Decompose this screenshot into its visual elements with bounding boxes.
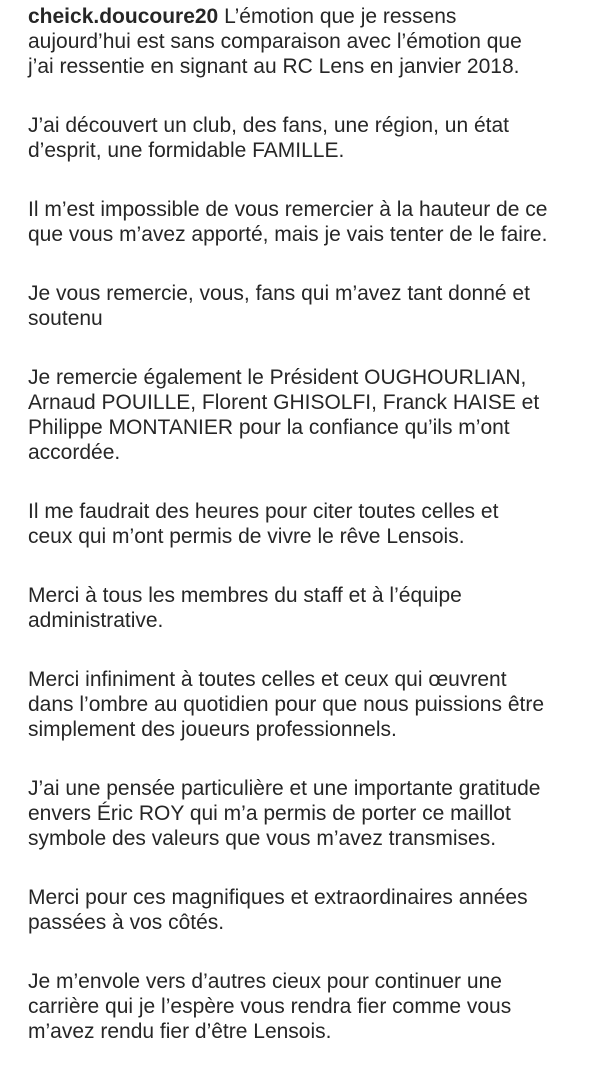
caption-paragraph-3: Il m’est impossible de vous remercier à la hauteur de ce que vous m’avez apporté, mais je vais tenter de le faire. bbox=[28, 198, 548, 246]
username-link[interactable]: cheick.doucoure20 bbox=[28, 5, 219, 28]
caption-paragraph-6: Il me faudrait des heures pour citer toutes celles et ceux qui m’ont permis de vivre le rêve Lensois. bbox=[28, 500, 499, 548]
caption-text-1: L’émotion que je ressens aujourd’hui est sans comparaison avec l’émotion que j’ai ressentie en signant au RC Lens en janvier 2018. bbox=[28, 5, 522, 78]
caption-paragraph-7: Merci à tous les membres du staff et à l’équipe administrative. bbox=[28, 584, 462, 632]
caption-paragraph-4: Je vous remercie, vous, fans qui m’avez tant donné et soutenu bbox=[28, 282, 530, 330]
caption-paragraph-11: Je m’envole vers d’autres cieux pour continuer une carrière qui je l’espère vous rendra fier comme vous m’avez rendu fier d’être Lensois. bbox=[28, 970, 512, 1043]
caption-paragraph-2: J’ai découvert un club, des fans, une région, un état d’esprit, une formidable FAMILLE. bbox=[28, 114, 509, 162]
caption-paragraph-5: Je remercie également le Président OUGHOURLIAN, Arnaud POUILLE, Florent GHISOLFI, Franck HAISE et Philippe MONTANIER pour la confiance qu’ils m’ont accordée. bbox=[28, 366, 540, 464]
post-caption bbox=[28, 4, 600, 1078]
caption-paragraph-10: Merci pour ces magnifiques et extraordinaires années passées à vos côtés. bbox=[28, 886, 528, 934]
caption-paragraph-8: Merci infiniment à toutes celles et ceux qui œuvrent dans l’ombre au quotidien pour que nous puissions être simplement des joueurs professionnels. bbox=[28, 668, 545, 741]
caption-paragraph-1 bbox=[28, 4, 600, 79]
caption-paragraph-9: J’ai une pensée particulière et une importante gratitude envers Éric ROY qui m’a permis de porter ce maillot symbole des valeurs que vous m’avez transmises. bbox=[28, 777, 541, 850]
